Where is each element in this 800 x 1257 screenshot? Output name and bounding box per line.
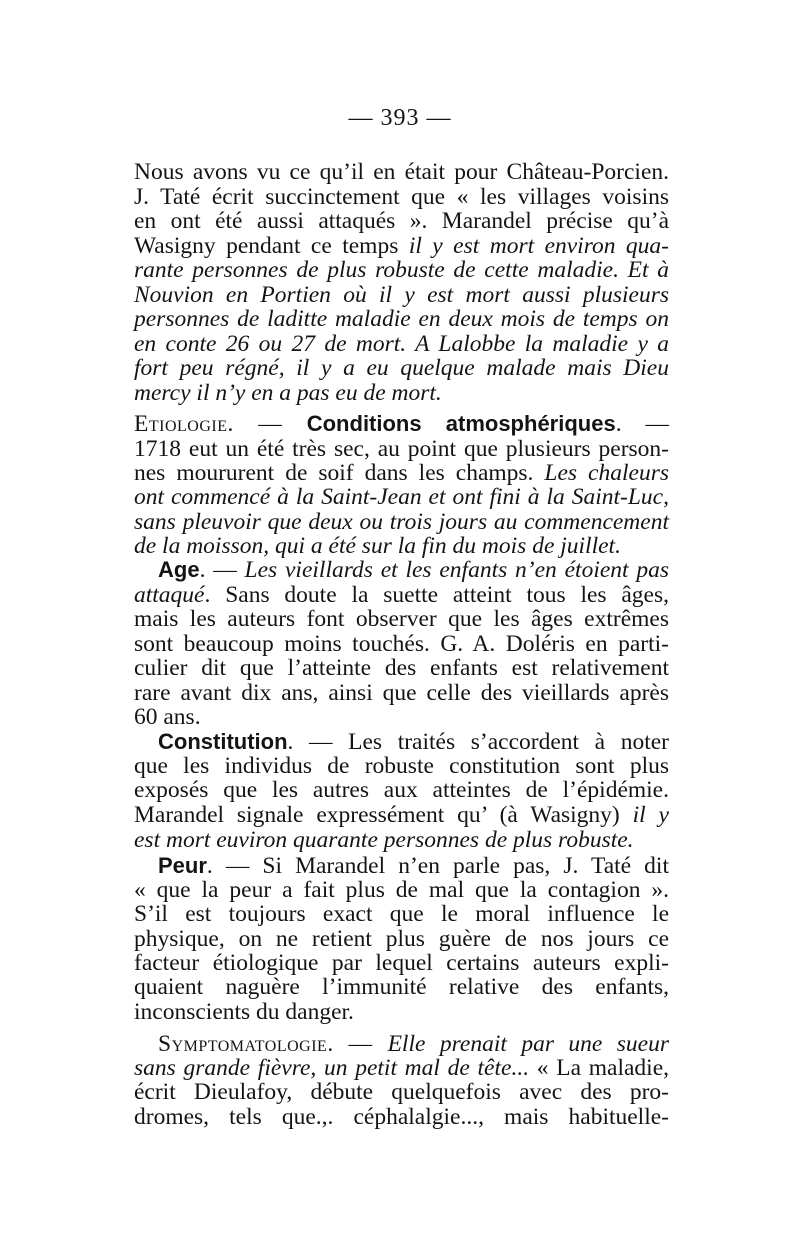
text-line [134,305,669,333]
text-segment: quaient naguère l’immunité relative des enfants, [134,974,669,1000]
text-segment: que les individus de robuste constitution sont plus [134,753,669,779]
text-line [134,483,669,511]
text-line [134,801,669,829]
quoted-text: fort peu régné, il y a eu quelque malade mais Dieu [134,355,669,381]
text-segment: dromes, tels que.,. céphalalgie..., mais habituelle- [134,1104,669,1130]
text-segment: sont beaucoup moins touchés. G. A. Doléris en parti- [134,631,669,657]
text-line [134,354,669,382]
text-segment: physique, on ne retient plus guère de nos jours ce [134,926,669,952]
quoted-text: Les vieillards et les enfants n’en étoient pas [244,557,669,583]
text-segment: rare avant dix ans, ainsi que celle des vieillards après [134,680,669,706]
page-number: — 393 — [348,105,452,131]
text-segment: 60 ans. [134,704,201,730]
text-segment: en ont été aussi attaqués ». Marandel précise qu’à [134,208,669,234]
text-line [134,379,669,407]
quoted-text: personnes de laditte maladie en deux mois de temps on [134,306,669,332]
text-segment: Marandel signale expressément qu’ (à Wasigny) [134,802,633,828]
quoted-text: en conte 26 ou 27 de mort. A Lalobbe la maladie y a [134,331,669,357]
text-line [134,654,669,682]
text-segment: « La maladie, [529,1055,669,1081]
text-line [134,410,669,438]
text-line [134,1103,669,1131]
text-line [134,776,669,804]
text-segment: . — [199,557,245,583]
text-segment: « que la peur a fait plus de mal que la contagion ». [134,877,669,903]
quoted-text: il y est mort environ qua- [408,233,669,259]
section-heading: Peur [158,853,207,878]
text-line [134,256,669,284]
section-label: Symptomatologie. — [158,1031,388,1057]
quoted-text: il y [632,802,669,828]
text-line [134,998,669,1026]
text-segment: facteur étiologique par lequel certains auteurs expli- [134,950,669,976]
quoted-text: de la moisson, qui a été sur la fin du mois de juillet. [134,533,621,559]
quoted-text: Nouvion en Portien où il y est mort aussi plusieurs [134,282,669,308]
text-segment: . Sans doute la suette atteint tous les âges, [204,582,669,608]
quoted-text: ont commencé à la Saint-Jean et ont fini à la Saint-Luc, [134,484,669,510]
text-line [134,207,669,235]
text-segment: exposés que les autres aux atteintes de l’épidémie. [134,777,669,803]
text-segment: . — Les traités s’accordent à noter [287,729,669,755]
text-line [134,1078,669,1106]
section-heading: Constitution [158,729,288,754]
text-segment: Nous avons vu ce qu’il en était pour Château-Porcien. [134,159,669,185]
quoted-text: attaqué [134,582,205,608]
quoted-text: sans grande fièvre, un petit mal de tête... [134,1055,530,1081]
quoted-text: sans pleuvoir que deux ou trois jours au commencement [134,509,669,535]
text-line [134,973,669,1001]
section-heading: Conditions atmosphériques [306,411,616,436]
text-segment: J. Taté écrit succinctement que « les villages voisins [134,184,669,210]
quoted-text: Elle prenait par une sueur [387,1031,669,1057]
text-line [134,605,669,633]
text-segment: 1718 eut un été très sec, au point que plusieurs person- [134,436,669,462]
text-segment: culier dit que l’atteinte des enfants est relativement [134,655,669,681]
text-line [134,703,669,731]
text-segment: inconscients du danger. [134,999,354,1025]
text-line [134,826,669,854]
text-segment: . — Si Marandel n’en parle pas, J. Taté dit [206,853,669,879]
quoted-text: rante personnes de plus robuste de cette maladie. Et à [134,257,669,283]
text-segment: . — [615,411,670,437]
text-segment: Wasigny pendant ce temps [134,233,409,259]
text-segment: écrit Dieulafoy, débute quelquefois avec des pro- [134,1079,669,1105]
quoted-text: Les chaleurs [544,460,669,486]
text-line [134,158,669,186]
quoted-text: mercy il n’y en a pas eu de mort. [134,380,442,406]
text-segment: mais les auteurs font observer que les âges extrêmes [134,606,669,632]
text-segment: S’il est toujours exact que le moral influence le [134,901,669,927]
text-line [158,556,669,584]
text-line [134,900,669,928]
section-label: Etiologie. — [134,411,307,437]
quoted-text: est mort euviron quarante personnes de plus robuste. [134,827,634,853]
text-segment: nes moururent de soif dans les champs. [134,460,545,486]
section-heading: Age [158,557,200,582]
